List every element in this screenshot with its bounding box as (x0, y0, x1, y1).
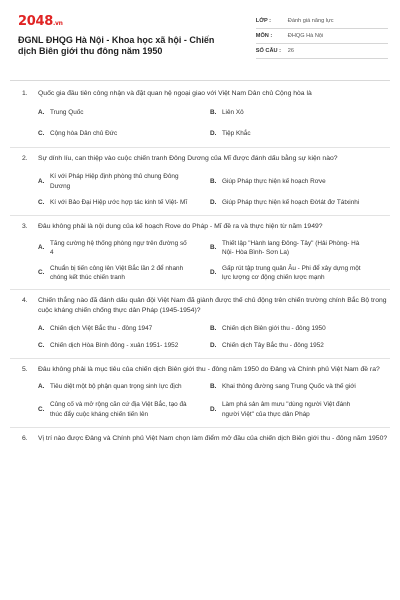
option-letter: C. (38, 342, 45, 349)
option-text: Chiến dịch Tây Bắc thu - đông 1952 (222, 342, 324, 349)
option-c[interactable] (38, 341, 210, 351)
option-c[interactable] (38, 129, 210, 139)
options (38, 324, 390, 351)
option-letter: D. (210, 199, 217, 206)
option-letter: D. (210, 129, 217, 137)
meta-key: SỐ CÂU : (255, 48, 281, 54)
option-text: Khai thông đường sang Trung Quốc và thế giới (222, 382, 356, 390)
option-letter: B. (210, 324, 217, 332)
option-letter: C. (38, 269, 45, 277)
question-stem (22, 365, 390, 375)
meta-row-count (256, 44, 388, 59)
option-text: Cộng hòa Dân chủ Đức (50, 129, 118, 137)
question-number: 2. (22, 155, 28, 162)
option-text: Chiến dịch Hòa Bình đông - xuân 1951- 1952 (50, 342, 179, 349)
meta-value: Đánh giá năng lực (287, 18, 334, 24)
option-text: Củng cố và mở rộng căn cứ địa Việt Bắc, tạo đà thúc đẩy cuộc kháng chiến tiến lên (50, 401, 187, 418)
option-b[interactable] (210, 239, 382, 258)
meta-value: ĐHQG Hà Nội (287, 33, 324, 39)
option-letter: B. (210, 177, 217, 185)
option-text: Thiết lập "Hành lang Đông- Tây" (Hải Phòng- Hà Nội- Hòa Bình- Sơn La) (222, 239, 360, 256)
option-letter: D. (210, 269, 217, 277)
meta-key: MÔN : (255, 33, 273, 39)
site-logo[interactable] (18, 14, 234, 29)
option-text: Tiệp Khắc (222, 129, 251, 137)
option-letter: C. (38, 129, 45, 137)
option-a[interactable] (38, 239, 210, 258)
option-text: Liên Xô (222, 109, 244, 116)
question-stem (22, 222, 390, 232)
question-3 (0, 222, 400, 283)
question-separator (10, 358, 390, 359)
option-letter: C. (38, 199, 45, 206)
logo-text: 2048 (18, 14, 53, 29)
option-d[interactable] (210, 129, 382, 139)
question-number: 4. (22, 296, 28, 304)
option-letter: C. (38, 405, 45, 413)
question-separator (10, 289, 390, 290)
question-number: 6. (22, 435, 28, 442)
question-stem (22, 89, 390, 99)
question-stem (22, 434, 390, 444)
option-letter: A. (38, 109, 45, 116)
question-separator (10, 147, 390, 148)
options (38, 239, 390, 283)
option-d[interactable] (210, 341, 382, 351)
option-letter: A. (38, 382, 45, 390)
option-c[interactable] (38, 264, 210, 283)
question-stem (22, 154, 390, 164)
question-1 (0, 89, 400, 138)
option-a[interactable] (38, 172, 210, 191)
option-text: Làm phá sản âm mưu "dùng người Việt đánh người Việt" của thực dân Pháp (222, 401, 351, 418)
question-4 (0, 296, 400, 351)
option-text: Chiến dịch Biên giới thu - đông 1950 (222, 324, 326, 332)
meta-table (256, 14, 388, 74)
option-text: Gấp rút tập trung quân Âu - Phi để xây dựng một lực lượng cơ động chiến lược mạnh (222, 264, 361, 281)
meta-value: 26 (287, 48, 295, 54)
question-text: Đâu không phải là mục tiêu của chiến dịch Biên giới thu - đông năm 1950 do Đảng và Chính phủ Việt Nam đề ra? (38, 365, 380, 373)
meta-key: LỚP : (255, 18, 272, 24)
option-letter: B. (210, 244, 217, 252)
option-d[interactable] (210, 264, 382, 283)
option-text: Giúp Pháp thực hiện kế hoạch Đờlát đơ Tátxinhi (222, 199, 360, 206)
meta-row-subject (256, 29, 388, 44)
option-text: Tiêu diệt một bộ phận quan trọng sinh lực địch (50, 382, 182, 390)
option-letter: D. (210, 405, 217, 413)
option-b[interactable] (210, 172, 382, 191)
question-number: 1. (22, 90, 28, 97)
option-text: Giúp Pháp thực hiện kế hoạch Rơve (222, 177, 326, 185)
question-text: Vị trí nào được Đảng và Chính phủ Việt Nam chọn làm điểm mở đầu của chiến dịch Biên giới thu - đông năm 1950? (38, 435, 388, 442)
option-a[interactable] (38, 382, 210, 392)
question-5 (0, 365, 400, 420)
option-letter: A. (38, 244, 45, 252)
option-text: Kí với Bảo Đại Hiệp ước hợp tác kinh tế Việt- Mĩ (50, 199, 188, 206)
option-d[interactable] (210, 198, 382, 208)
question-number: 3. (22, 222, 28, 230)
option-a[interactable] (38, 324, 210, 334)
option-text: Chuẩn bị tiến công lên Việt Bắc lần 2 để nhanh chóng kết thúc chiến tranh (50, 264, 184, 281)
meta-row-class (256, 14, 388, 29)
option-text: Tăng cường hệ thống phòng ngự trên đường số 4 (50, 239, 187, 256)
option-letter: D. (210, 342, 217, 349)
question-text: Đâu không phải là nội dung của kế hoạch Rove do Pháp - Mĩ đề ra và thực hiện từ năm 1949? (38, 222, 323, 230)
question-number: 5. (22, 365, 28, 373)
option-letter: B. (210, 382, 217, 390)
question-2 (0, 154, 400, 208)
question-stem (22, 296, 390, 316)
options (38, 172, 390, 208)
header (0, 0, 400, 74)
option-a[interactable] (38, 108, 210, 118)
question-text: Sự dính líu, can thiệp vào cuộc chiến tranh Đông Dương của Mĩ được đánh dấu bằng sự kiện nào? (38, 155, 338, 162)
option-letter: A. (38, 177, 45, 185)
option-letter: B. (210, 109, 217, 116)
option-c[interactable] (38, 400, 210, 419)
header-left (18, 14, 234, 74)
question-separator (10, 215, 390, 216)
header-divider (10, 80, 390, 81)
question-text: Quốc gia đầu tiên công nhận và đặt quan hệ ngoại giao với Việt Nam Dân chủ Cộng hòa là (38, 90, 312, 97)
option-b[interactable] (210, 324, 382, 334)
options (38, 382, 390, 420)
question-text: Chiến thắng nào đã đánh dấu quân đội Việt Nam đã giành được thế chủ động trên chiến trường chính Bắc Bộ trong cuộc kháng chiến chống thực dân Pháp (1945-1954)? (38, 296, 387, 314)
options (38, 108, 390, 138)
option-text: Kí với Pháp Hiệp định phòng thủ chung Đông Dương (50, 173, 179, 190)
logo-suffix: .vn (52, 20, 63, 27)
option-c[interactable] (38, 198, 210, 208)
option-text: Chiến dịch Việt Bắc thu - đông 1947 (50, 324, 153, 332)
question-6 (0, 434, 400, 444)
option-b[interactable] (210, 382, 382, 392)
option-d[interactable] (210, 400, 382, 419)
option-b[interactable] (210, 108, 382, 118)
document-title: ĐGNL ĐHQG Hà Nội - Khoa học xã hội - Chiến dịch Biên giới thu đông năm 1950 (18, 35, 215, 56)
option-letter: A. (38, 324, 45, 332)
question-separator (10, 427, 390, 428)
option-text: Trung Quốc (50, 109, 84, 116)
